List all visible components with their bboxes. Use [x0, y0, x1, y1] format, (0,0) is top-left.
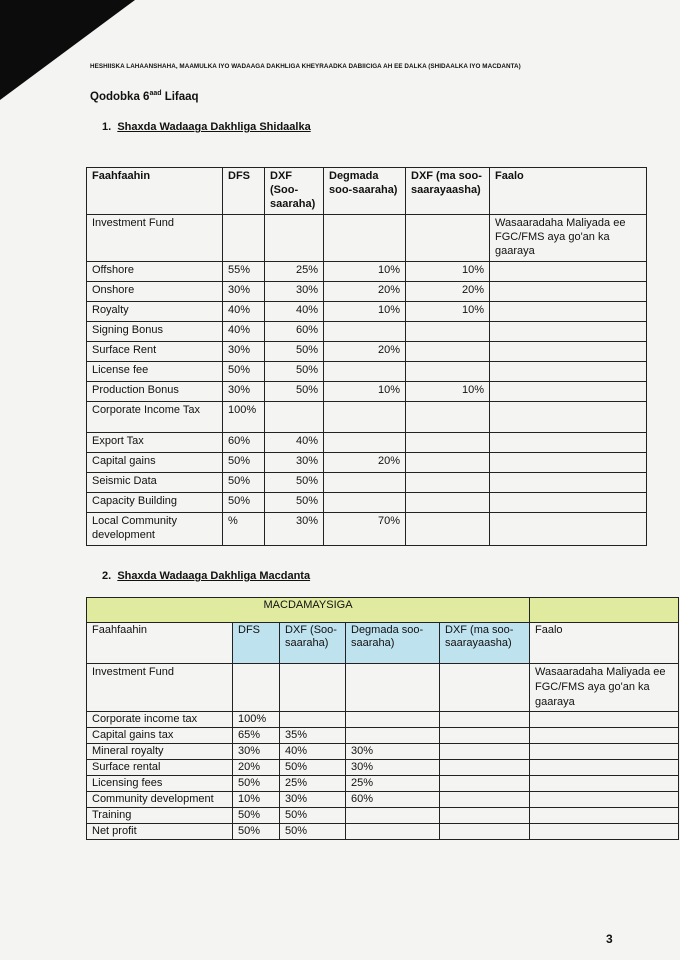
document-header: HESHIISKA LAHAANSHAHA, MAAMULKA IYO WADAAGA DAKHLIGA KHEYRAADKA DABIICIGA AH EE DALKA (SHIDAALKA IYO MACDANTA)	[90, 63, 521, 70]
table-cell: 30%	[280, 792, 346, 808]
table-cell: Signing Bonus	[87, 322, 223, 342]
column-header: DXF (Soo-saaraha)	[280, 623, 346, 664]
table-row	[87, 362, 647, 382]
table-row	[87, 453, 647, 473]
table-cell: 10%	[406, 382, 490, 402]
table-cell	[440, 760, 530, 776]
table-cell: Royalty	[87, 302, 223, 322]
table-cell: 50%	[233, 776, 280, 792]
oil-revenue-table	[86, 167, 647, 546]
article-title-sup: aad	[149, 90, 162, 97]
table-cell	[490, 342, 647, 362]
column-header: Faalo	[530, 623, 679, 664]
section2-title-text: Shaxda Wadaaga Dakhliga Macdanta	[117, 570, 311, 582]
table-cell	[530, 824, 679, 840]
page-number: 3	[606, 932, 613, 946]
table-cell: Community development	[87, 792, 233, 808]
table-cell: 30%	[346, 760, 440, 776]
table-cell: 30%	[233, 744, 280, 760]
table-cell: 50%	[233, 808, 280, 824]
table-cell: 30%	[265, 453, 324, 473]
table-cell: Surface rental	[87, 760, 233, 776]
mineral-revenue-table	[86, 597, 679, 840]
table-cell	[346, 728, 440, 744]
table-cell: 25%	[346, 776, 440, 792]
table-cell	[530, 728, 679, 744]
table-cell: License fee	[87, 362, 223, 382]
table-cell	[530, 744, 679, 760]
table-cell	[490, 513, 647, 546]
table-cell: Investment Fund	[87, 664, 233, 712]
table-cell: Capital gains tax	[87, 728, 233, 744]
table-cell	[490, 282, 647, 302]
table-cell: 10%	[233, 792, 280, 808]
table-cell: 30%	[265, 282, 324, 302]
table-cell	[490, 322, 647, 342]
table-cell	[440, 776, 530, 792]
section2-title	[102, 570, 310, 582]
table-cell: 20%	[324, 282, 406, 302]
table-row	[87, 262, 647, 282]
table-cell	[346, 824, 440, 840]
table-row	[87, 792, 679, 808]
table-row	[87, 493, 647, 513]
table-cell	[324, 473, 406, 493]
table-row	[87, 282, 647, 302]
band-title: MACDAMAYSIGA	[87, 598, 530, 623]
table-cell	[440, 664, 530, 712]
table-cell: 10%	[406, 302, 490, 322]
column-header: Faalo	[490, 168, 647, 215]
table-cell	[265, 402, 324, 433]
table-cell: 70%	[324, 513, 406, 546]
table-cell	[406, 322, 490, 342]
table-cell: 50%	[233, 824, 280, 840]
table-row	[87, 744, 679, 760]
table-cell	[324, 402, 406, 433]
table-cell: Wasaaradaha Maliyada ee FGC/FMS aya go'an ka gaaraya	[490, 215, 647, 262]
table-row	[87, 664, 679, 712]
column-header: Degmada soo-saaraha)	[324, 168, 406, 215]
table-cell	[346, 712, 440, 728]
table-cell: 35%	[280, 728, 346, 744]
table-cell: 60%	[346, 792, 440, 808]
table-row	[87, 402, 647, 433]
table-cell	[406, 453, 490, 473]
table-cell: 55%	[223, 262, 265, 282]
table-row	[87, 513, 647, 546]
table-cell	[530, 760, 679, 776]
article-title	[90, 90, 199, 103]
table-row	[87, 382, 647, 402]
table-cell	[490, 493, 647, 513]
band-empty-cell	[530, 598, 679, 623]
table-cell	[440, 712, 530, 728]
table-cell	[490, 382, 647, 402]
column-header: Faahfaahin	[87, 623, 233, 664]
table-cell: 50%	[280, 808, 346, 824]
table-cell	[280, 664, 346, 712]
section1-title	[102, 121, 311, 133]
table-cell: 30%	[346, 744, 440, 760]
table-cell: Corporate Income Tax	[87, 402, 223, 433]
table-cell: 50%	[265, 493, 324, 513]
section2-number: 2.	[102, 570, 112, 582]
band-row	[87, 598, 679, 623]
table-cell: 60%	[265, 322, 324, 342]
table-cell: 20%	[324, 453, 406, 473]
table-cell: 50%	[223, 473, 265, 493]
table-cell: 50%	[223, 453, 265, 473]
table-cell: 50%	[265, 382, 324, 402]
table-cell: 50%	[223, 362, 265, 382]
table-cell	[530, 808, 679, 824]
table-cell: 50%	[223, 493, 265, 513]
table-row	[87, 215, 647, 262]
table-cell	[406, 362, 490, 382]
table-cell: 10%	[324, 302, 406, 322]
table-header-row	[87, 168, 647, 215]
table-cell	[324, 493, 406, 513]
table-cell: 30%	[223, 382, 265, 402]
table-cell: 25%	[265, 262, 324, 282]
column-header: DXF (ma soo-saarayaasha)	[440, 623, 530, 664]
table-cell	[406, 215, 490, 262]
table-cell: Licensing fees	[87, 776, 233, 792]
table-header-row	[87, 623, 679, 664]
table-cell	[406, 493, 490, 513]
table-cell: Seismic Data	[87, 473, 223, 493]
table-row	[87, 302, 647, 322]
table-cell	[490, 262, 647, 282]
table-cell: 30%	[223, 282, 265, 302]
table-cell	[324, 215, 406, 262]
table-cell: 40%	[223, 302, 265, 322]
table-cell	[223, 215, 265, 262]
table-row	[87, 433, 647, 453]
table-cell: Net profit	[87, 824, 233, 840]
table-cell: Investment Fund	[87, 215, 223, 262]
table-cell: 50%	[265, 362, 324, 382]
table-cell: Offshore	[87, 262, 223, 282]
table-cell: 40%	[223, 322, 265, 342]
table-cell: 20%	[233, 760, 280, 776]
table-cell: 30%	[265, 513, 324, 546]
table-cell: %	[223, 513, 265, 546]
table-cell: Surface Rent	[87, 342, 223, 362]
table-cell: Wasaaradaha Maliyada ee FGC/FMS aya go'an ka gaaraya	[530, 664, 679, 712]
table-cell: 50%	[280, 824, 346, 840]
table-cell: Corporate income tax	[87, 712, 233, 728]
table-cell: 30%	[223, 342, 265, 362]
table-cell: 60%	[223, 433, 265, 453]
column-header: DXF (Soo-saaraha)	[265, 168, 324, 215]
article-title-main: Qodobka 6	[90, 90, 150, 103]
table-cell	[440, 744, 530, 760]
table-cell	[490, 362, 647, 382]
table-cell	[346, 808, 440, 824]
table-cell: 40%	[280, 744, 346, 760]
table-row	[87, 728, 679, 744]
table-cell	[324, 362, 406, 382]
table-cell	[530, 776, 679, 792]
table-cell	[440, 792, 530, 808]
table-cell: Mineral royalty	[87, 744, 233, 760]
table-cell: 25%	[280, 776, 346, 792]
table-cell	[490, 402, 647, 433]
table-row	[87, 760, 679, 776]
table-cell: 100%	[233, 712, 280, 728]
table-cell	[440, 728, 530, 744]
table-cell	[406, 433, 490, 453]
table-cell: 10%	[406, 262, 490, 282]
table-cell: Production Bonus	[87, 382, 223, 402]
table-cell: 100%	[223, 402, 265, 433]
table-cell	[530, 712, 679, 728]
table-cell	[406, 342, 490, 362]
article-title-rest: Lifaaq	[161, 90, 199, 103]
table-cell: 50%	[280, 760, 346, 776]
table-row	[87, 824, 679, 840]
table-cell: Training	[87, 808, 233, 824]
table-cell	[233, 664, 280, 712]
table-cell: 40%	[265, 433, 324, 453]
table-cell: 50%	[265, 473, 324, 493]
table-cell: 10%	[324, 382, 406, 402]
table-cell	[490, 473, 647, 493]
table-row	[87, 473, 647, 493]
section1-number: 1.	[102, 121, 112, 133]
corner-shadow	[0, 0, 135, 100]
table-cell	[406, 513, 490, 546]
table-cell: Onshore	[87, 282, 223, 302]
table-cell	[280, 712, 346, 728]
table-cell	[440, 808, 530, 824]
table-cell: Capital gains	[87, 453, 223, 473]
column-header: DXF (ma soo-saarayaasha)	[406, 168, 490, 215]
table-cell	[490, 433, 647, 453]
table-row	[87, 776, 679, 792]
column-header: DFS	[233, 623, 280, 664]
table-cell: 10%	[324, 262, 406, 282]
section1-title-text: Shaxda Wadaaga Dakhliga Shidaalka	[117, 121, 311, 133]
column-header: DFS	[223, 168, 265, 215]
table-cell: Local Community development	[87, 513, 223, 546]
table-row	[87, 322, 647, 342]
table-cell	[406, 402, 490, 433]
table-cell: 50%	[265, 342, 324, 362]
table-cell	[346, 664, 440, 712]
table-cell	[324, 322, 406, 342]
table-cell	[490, 453, 647, 473]
column-header: Faahfaahin	[87, 168, 223, 215]
table-row	[87, 808, 679, 824]
table-row	[87, 342, 647, 362]
table-cell: Capacity Building	[87, 493, 223, 513]
table-cell: Export Tax	[87, 433, 223, 453]
table-cell: 40%	[265, 302, 324, 322]
table-cell	[490, 302, 647, 322]
table-row	[87, 712, 679, 728]
table-cell: 20%	[324, 342, 406, 362]
table-cell: 65%	[233, 728, 280, 744]
table-cell	[406, 473, 490, 493]
table-cell	[324, 433, 406, 453]
column-header: Degmada soo-saaraha)	[346, 623, 440, 664]
table-cell	[440, 824, 530, 840]
table-cell	[265, 215, 324, 262]
table-cell: 20%	[406, 282, 490, 302]
table-cell	[530, 792, 679, 808]
